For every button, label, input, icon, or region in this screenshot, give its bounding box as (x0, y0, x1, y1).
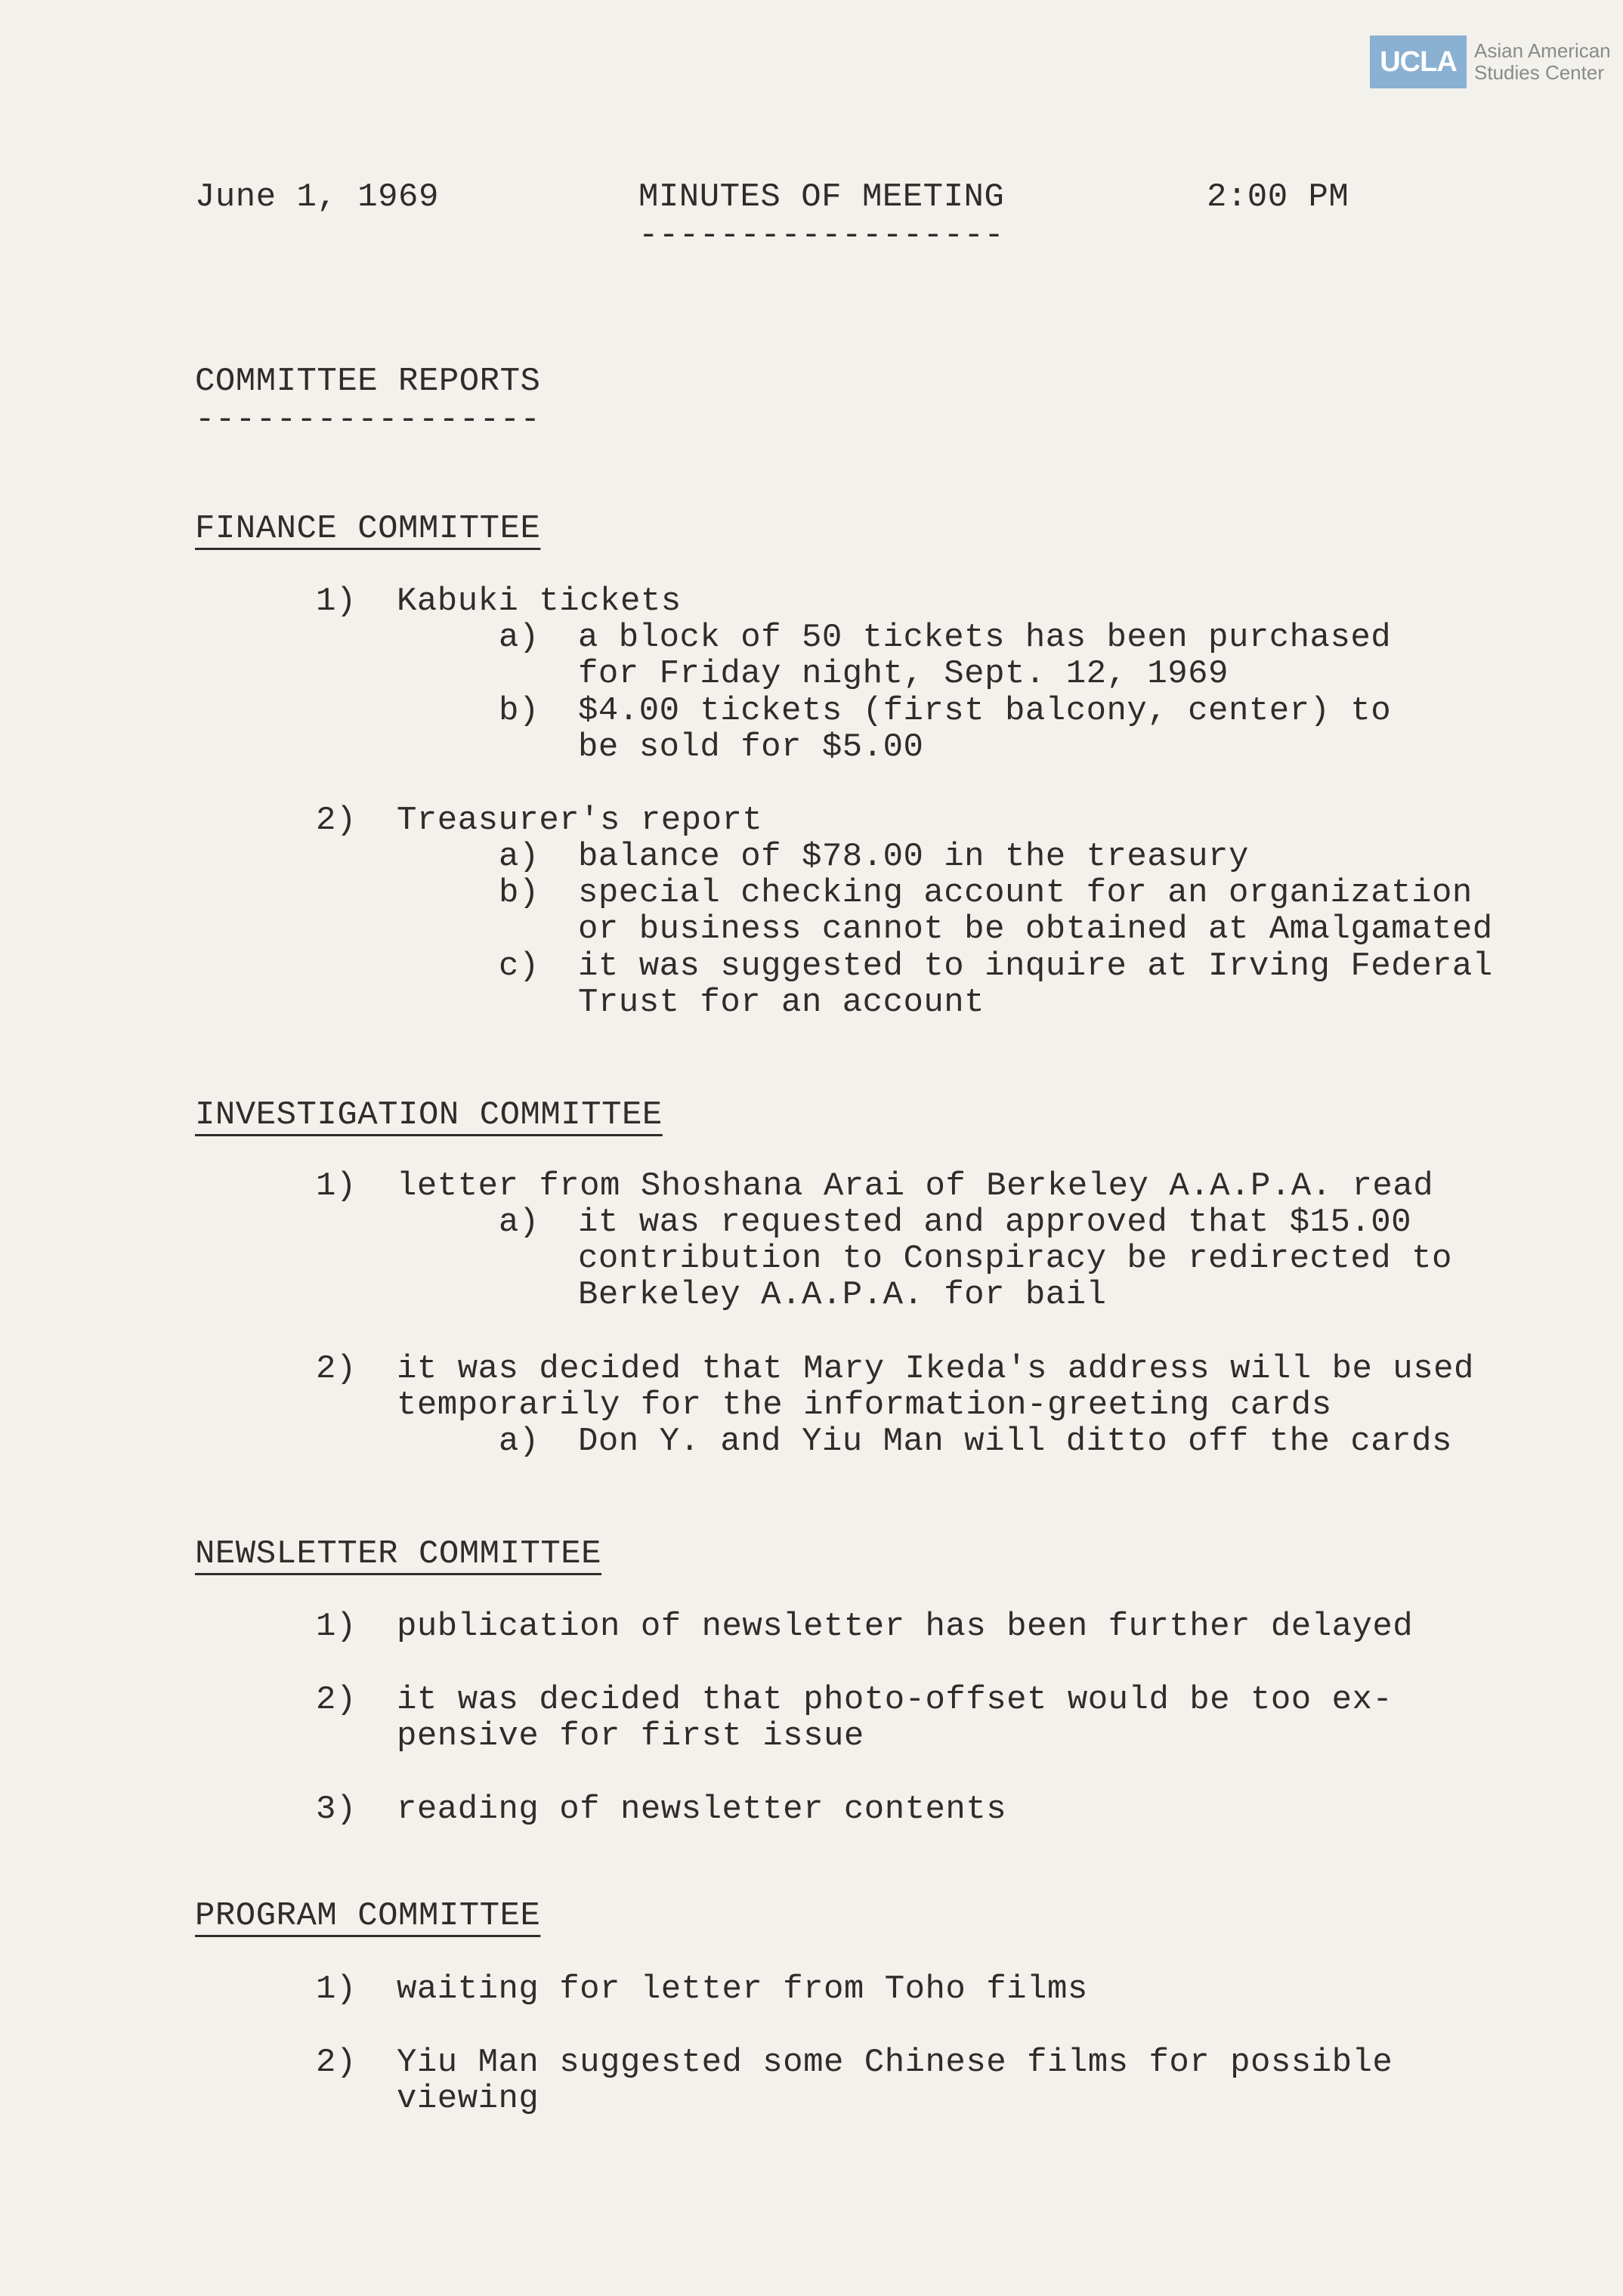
subitem-text: Don Y. and Yiu Man will ditto off the cards (578, 1423, 1452, 1460)
newsletter-committee-heading: NEWSLETTER COMMITTEE (195, 1535, 602, 1573)
subitem-text: a block of 50 tickets has been purchased (578, 619, 1392, 657)
item-number: 2) (316, 802, 357, 839)
item-text: letter from Shoshana Arai of Berkeley A.A.P.A. read (397, 1167, 1434, 1205)
subitem-letter: b) (499, 692, 539, 730)
subitem-letter: c) (499, 947, 539, 985)
item-text: Kabuki tickets (397, 582, 682, 620)
subitem-text: contribution to Conspiracy be redirected to (578, 1240, 1452, 1278)
subitem-text: for Friday night, Sept. 12, 1969 (578, 655, 1229, 693)
investigation-committee-heading: INVESTIGATION COMMITTEE (195, 1096, 663, 1134)
item-text: it was decided that Mary Ikeda's address will be used (397, 1350, 1474, 1388)
section-heading-committee-reports: COMMITTEE REPORTS (195, 363, 541, 400)
subitem-text: or business cannot be obtained at Amalgamated (578, 910, 1493, 948)
subitem-text: special checking account for an organization (578, 874, 1473, 912)
title-rule: ------------------ (638, 217, 1005, 255)
ucla-logo-mark: UCLA (1370, 36, 1467, 88)
section-rule: ----------------- (195, 401, 541, 439)
item-number: 1) (316, 1970, 357, 2008)
item-number: 3) (316, 1791, 357, 1828)
subitem-letter: a) (499, 1204, 539, 1241)
meeting-time: 2:00 PM (1207, 178, 1349, 216)
logo-caption-line-1: Asian American (1474, 39, 1611, 62)
item-number: 2) (316, 1350, 357, 1388)
subitem-letter: a) (499, 619, 539, 657)
item-number: 2) (316, 2044, 357, 2081)
item-text: viewing (397, 2080, 539, 2118)
item-text: it was decided that photo-offset would be too ex- (397, 1681, 1393, 1719)
item-number: 2) (316, 1681, 357, 1719)
subitem-text: it was suggested to inquire at Irving Federal (578, 947, 1493, 985)
subitem-letter: a) (499, 838, 539, 876)
item-number: 1) (316, 1167, 357, 1205)
logo-caption-line-2: Studies Center (1474, 61, 1604, 84)
subitem-letter: b) (499, 874, 539, 912)
subitem-text: Trust for an account (578, 984, 985, 1021)
item-number: 1) (316, 1608, 357, 1646)
ucla-aasc-logo (1370, 36, 1611, 88)
item-text: waiting for letter from Toho films (397, 1970, 1088, 2008)
item-text: pensive for first issue (397, 1717, 864, 1755)
meeting-date: June 1, 1969 (195, 178, 439, 216)
item-text: publication of newsletter has been further delayed (397, 1608, 1414, 1646)
item-text: Yiu Man suggested some Chinese films for possible (397, 2044, 1393, 2081)
finance-committee-heading: FINANCE COMMITTEE (195, 510, 541, 548)
subitem-text: balance of $78.00 in the treasury (578, 838, 1249, 876)
item-text: reading of newsletter contents (397, 1791, 1007, 1828)
item-number: 1) (316, 582, 357, 620)
subitem-text: $4.00 tickets (first balcony, center) to (578, 692, 1392, 730)
subitem-text: it was requested and approved that $15.00 (578, 1204, 1412, 1241)
item-text: Treasurer's report (397, 802, 763, 839)
program-committee-heading: PROGRAM COMMITTEE (195, 1897, 541, 1935)
subitem-letter: a) (499, 1423, 539, 1460)
logo-caption (1474, 40, 1611, 84)
item-text: temporarily for the information-greeting cards (397, 1386, 1332, 1424)
subitem-text: Berkeley A.A.P.A. for bail (578, 1276, 1107, 1314)
document-title: MINUTES OF MEETING (638, 178, 1005, 216)
subitem-text: be sold for $5.00 (578, 728, 924, 766)
